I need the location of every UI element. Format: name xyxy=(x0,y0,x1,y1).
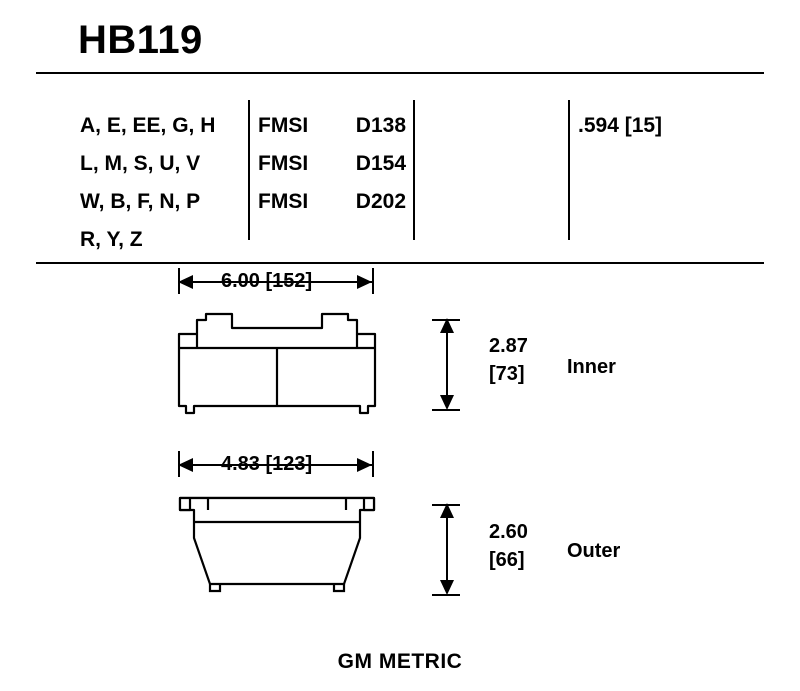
outer-height-mm: [66] xyxy=(489,549,525,571)
inner-width-label: 6.00 [152] xyxy=(221,270,313,292)
compound-code-row: R, Y, Z xyxy=(80,228,143,251)
fmsi-value: D138 xyxy=(355,114,406,137)
inner-width-tick-left xyxy=(178,268,180,294)
outer-width-tick-right xyxy=(372,451,374,477)
fmsi-column xyxy=(258,107,406,221)
diagram-caption: GM METRIC xyxy=(337,650,463,673)
inner-height-tick-top xyxy=(432,319,460,321)
inner-height-arrow-down xyxy=(440,395,454,410)
outer-width-tick-left xyxy=(178,451,180,477)
fmsi-row xyxy=(258,145,406,183)
page-title: HB119 xyxy=(78,18,203,62)
inner-height-label xyxy=(489,332,528,388)
compound-codes-column xyxy=(80,107,242,259)
outer-height-inches: 2.60 xyxy=(489,521,528,543)
thickness-value: .594 [15] xyxy=(578,114,663,137)
inner-pad-drawing xyxy=(172,312,382,422)
table-divider-3 xyxy=(568,100,570,240)
outer-width-label: 4.83 [123] xyxy=(221,453,313,475)
compound-code-row: W, B, F, N, P xyxy=(80,190,201,213)
inner-height-tick-bottom xyxy=(432,409,460,411)
table-divider-1 xyxy=(248,100,250,240)
inner-width-arrow-left xyxy=(178,275,193,289)
fmsi-label: FMSI xyxy=(258,152,309,175)
outer-pad-drawing xyxy=(172,492,382,602)
inner-height-inches: 2.87 xyxy=(489,335,528,357)
outer-height-tick-bottom xyxy=(432,594,460,596)
outer-width-arrow-left xyxy=(178,458,193,472)
compound-code-row: A, E, EE, G, H xyxy=(80,114,216,137)
outer-width-arrow-right xyxy=(357,458,372,472)
outer-height-tick-top xyxy=(432,504,460,506)
inner-pad-name: Inner xyxy=(567,356,616,378)
divider-top xyxy=(36,72,764,74)
outer-height-arrow-down xyxy=(440,580,454,595)
outer-pad-name: Outer xyxy=(567,540,621,562)
fmsi-value: D202 xyxy=(355,190,406,213)
inner-height-mm: [73] xyxy=(489,363,525,385)
fmsi-row xyxy=(258,183,406,221)
inner-width-tick-right xyxy=(372,268,374,294)
fmsi-row xyxy=(258,107,406,145)
fmsi-label: FMSI xyxy=(258,190,309,213)
compound-code-row: L, M, S, U, V xyxy=(80,152,201,175)
divider-bottom xyxy=(36,262,764,264)
fmsi-value: D154 xyxy=(355,152,406,175)
outer-height-label xyxy=(489,518,528,574)
fmsi-label: FMSI xyxy=(258,114,309,137)
inner-width-arrow-right xyxy=(357,275,372,289)
table-divider-2 xyxy=(413,100,415,240)
